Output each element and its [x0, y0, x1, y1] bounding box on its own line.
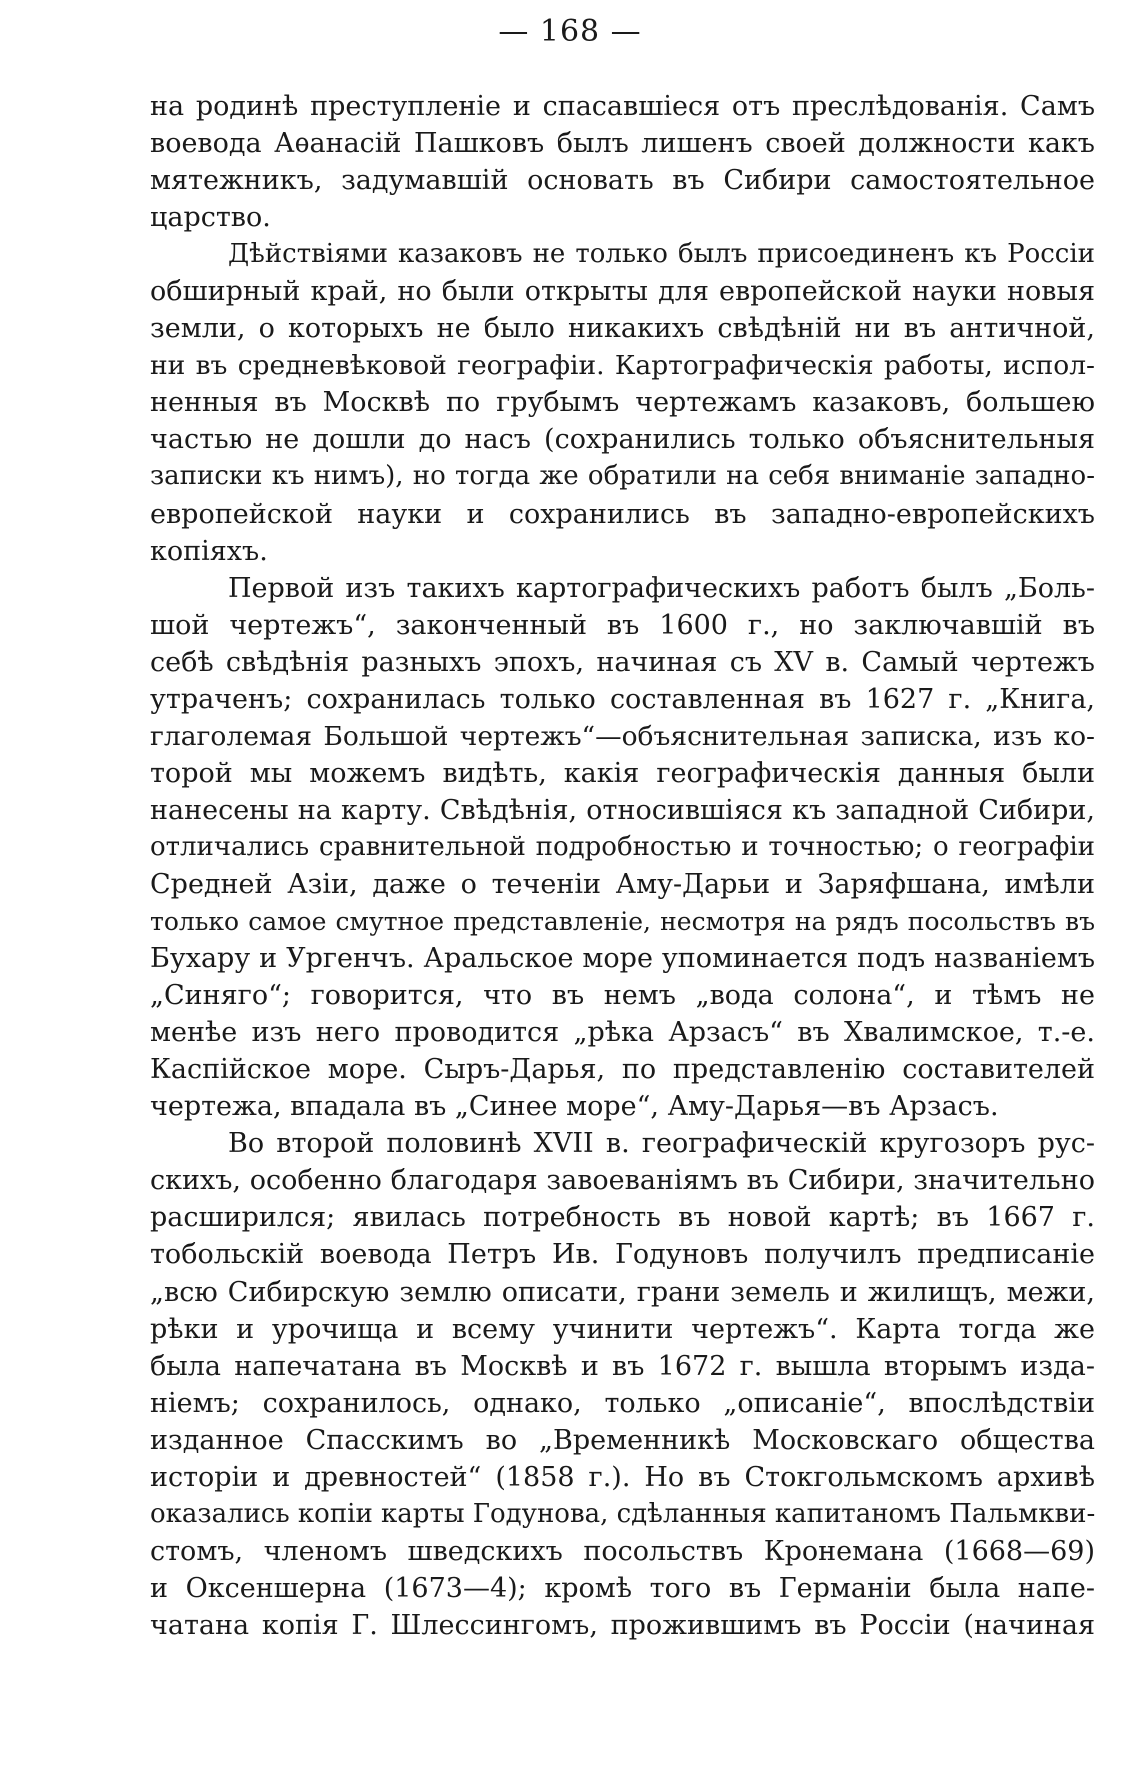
- text-line: отличались сравнительной подробностью и точностью; о географіи: [150, 831, 1095, 862]
- text-line: и Оксеншерна (1673—4); кромѣ того въ Германіи была напе-: [150, 1572, 1095, 1604]
- text-line: „Синяго“; говорится, что въ немъ „вода солона“, и тѣмъ не: [150, 980, 1095, 1012]
- text-line: глаголемая Большой чертежъ“—объяснительная записка, изъ ко-: [150, 720, 1095, 752]
- text-line: Первой изъ такихъ картографическихъ работъ былъ „Боль-: [228, 572, 1095, 604]
- paragraph-1: [150, 88, 1095, 236]
- text-line: рѣки и урочища и всему учинити чертежъ“. Карта тогда же: [150, 1313, 1095, 1345]
- text-line: торой мы можемъ видѣть, какія географическія данныя были: [150, 757, 1095, 789]
- text-line: обширный край, но были открыты для европейской науки новыя: [150, 276, 1095, 308]
- text-line: чертежа, впадала въ „Синее море“, Аму-Дарья—въ Арзасъ.: [150, 1091, 999, 1123]
- text-line: была напечатана въ Москвѣ и въ 1672 г. вышла вторымъ изда-: [150, 1350, 1095, 1382]
- text-line: расширился; явилась потребность въ новой картѣ; въ 1667 г.: [150, 1202, 1095, 1234]
- text-line: шой чертежъ“, законченный въ 1600 г., но заключавшій въ: [150, 609, 1095, 641]
- text-line: на родинѣ преступленіе и спасавшіеся отъ преслѣдованія. Самъ: [150, 91, 1095, 122]
- paragraph-3: [150, 570, 1095, 1126]
- text-line: исторіи и древностей“ (1858 г.). Но въ Стокгольмскомъ архивѣ: [150, 1461, 1095, 1493]
- text-line: ненныя въ Москвѣ по грубымъ чертежамъ казаковъ, большею: [150, 387, 1095, 419]
- text-line: Дѣйствіями казаковъ не только былъ присоединенъ къ Россіи: [228, 239, 1095, 270]
- text-line: ніемъ; сохранилось, однако, только „описаніе“, впослѣдствіи: [150, 1387, 1095, 1419]
- text-line: записки къ нимъ), но тогда же обратили на себя вниманіе западно-: [150, 461, 1095, 492]
- page-number: — 168 —: [498, 14, 642, 49]
- text-line: Бухару и Ургенчъ. Аральское море упоминается подъ названіемъ: [150, 943, 1095, 975]
- text-line: оказались копіи карты Годунова, сдѣланныя капитаномъ Пальмкви-: [150, 1498, 1095, 1529]
- text-line: себѣ свѣдѣнія разныхъ эпохъ, начиная съ XV в. Самый чертежъ: [150, 646, 1095, 678]
- text-line: чатана копія Г. Шлессингомъ, прожившимъ въ Россіи (начиная: [150, 1609, 1095, 1641]
- text-line: ни въ средневѣковой географіи. Картографическія работы, испол-: [150, 350, 1095, 382]
- text-line: частью не дошли до насъ (сохранились только объяснительныя: [150, 424, 1095, 456]
- text-line: только самое смутное представленіе, несмотря на рядъ посольствъ въ: [150, 907, 1095, 937]
- paragraph-2: [150, 236, 1095, 569]
- text-line: Средней Азіи, даже о теченіи Аму-Дарьи и Заряфшана, имѣли: [150, 868, 1095, 900]
- text-line: мятежникъ, задумавшій основать въ Сибири самостоятельное: [150, 165, 1095, 197]
- text-line: воевода Аѳанасій Пашковъ былъ лишенъ своей должности какъ: [150, 128, 1095, 160]
- text-line: стомъ, членомъ шведскихъ посольствъ Кронемана (1668—69): [150, 1535, 1095, 1567]
- text-line: Каспійское море. Сыръ-Дарья, по представленію составителей: [150, 1054, 1095, 1086]
- text-line: Во второй половинѣ XVII в. географическій кругозоръ рус-: [228, 1128, 1095, 1160]
- text-line: утраченъ; сохранилась только составленная въ 1627 г. „Книга,: [150, 683, 1095, 715]
- text-line: европейской науки и сохранились въ западно-европейскихъ: [150, 498, 1095, 530]
- text-line: царство.: [150, 202, 271, 234]
- text-line: земли, о которыхъ не было никакихъ свѣдѣній ни въ античной,: [150, 313, 1095, 345]
- text-line: изданное Спасскимъ во „Временникѣ Московскаго общества: [150, 1424, 1095, 1456]
- text-line: „всю Сибирскую землю описати, грани земель и жилищъ, межи,: [150, 1276, 1095, 1308]
- body-text: [150, 88, 1095, 1644]
- text-line: менѣе изъ него проводится „рѣка Арзасъ“ въ Хвалимское, т.-е.: [150, 1017, 1095, 1049]
- text-line: нанесены на карту. Свѣдѣнія, относившіяся къ западной Сибири,: [150, 794, 1095, 826]
- text-line: копіяхъ.: [150, 535, 268, 567]
- paragraph-4: [150, 1125, 1095, 1644]
- text-line: скихъ, особенно благодаря завоеваніямъ въ Сибири, значительно: [150, 1165, 1095, 1197]
- text-line: тобольскій воевода Петръ Ив. Годуновъ получилъ предписаніе: [150, 1239, 1095, 1271]
